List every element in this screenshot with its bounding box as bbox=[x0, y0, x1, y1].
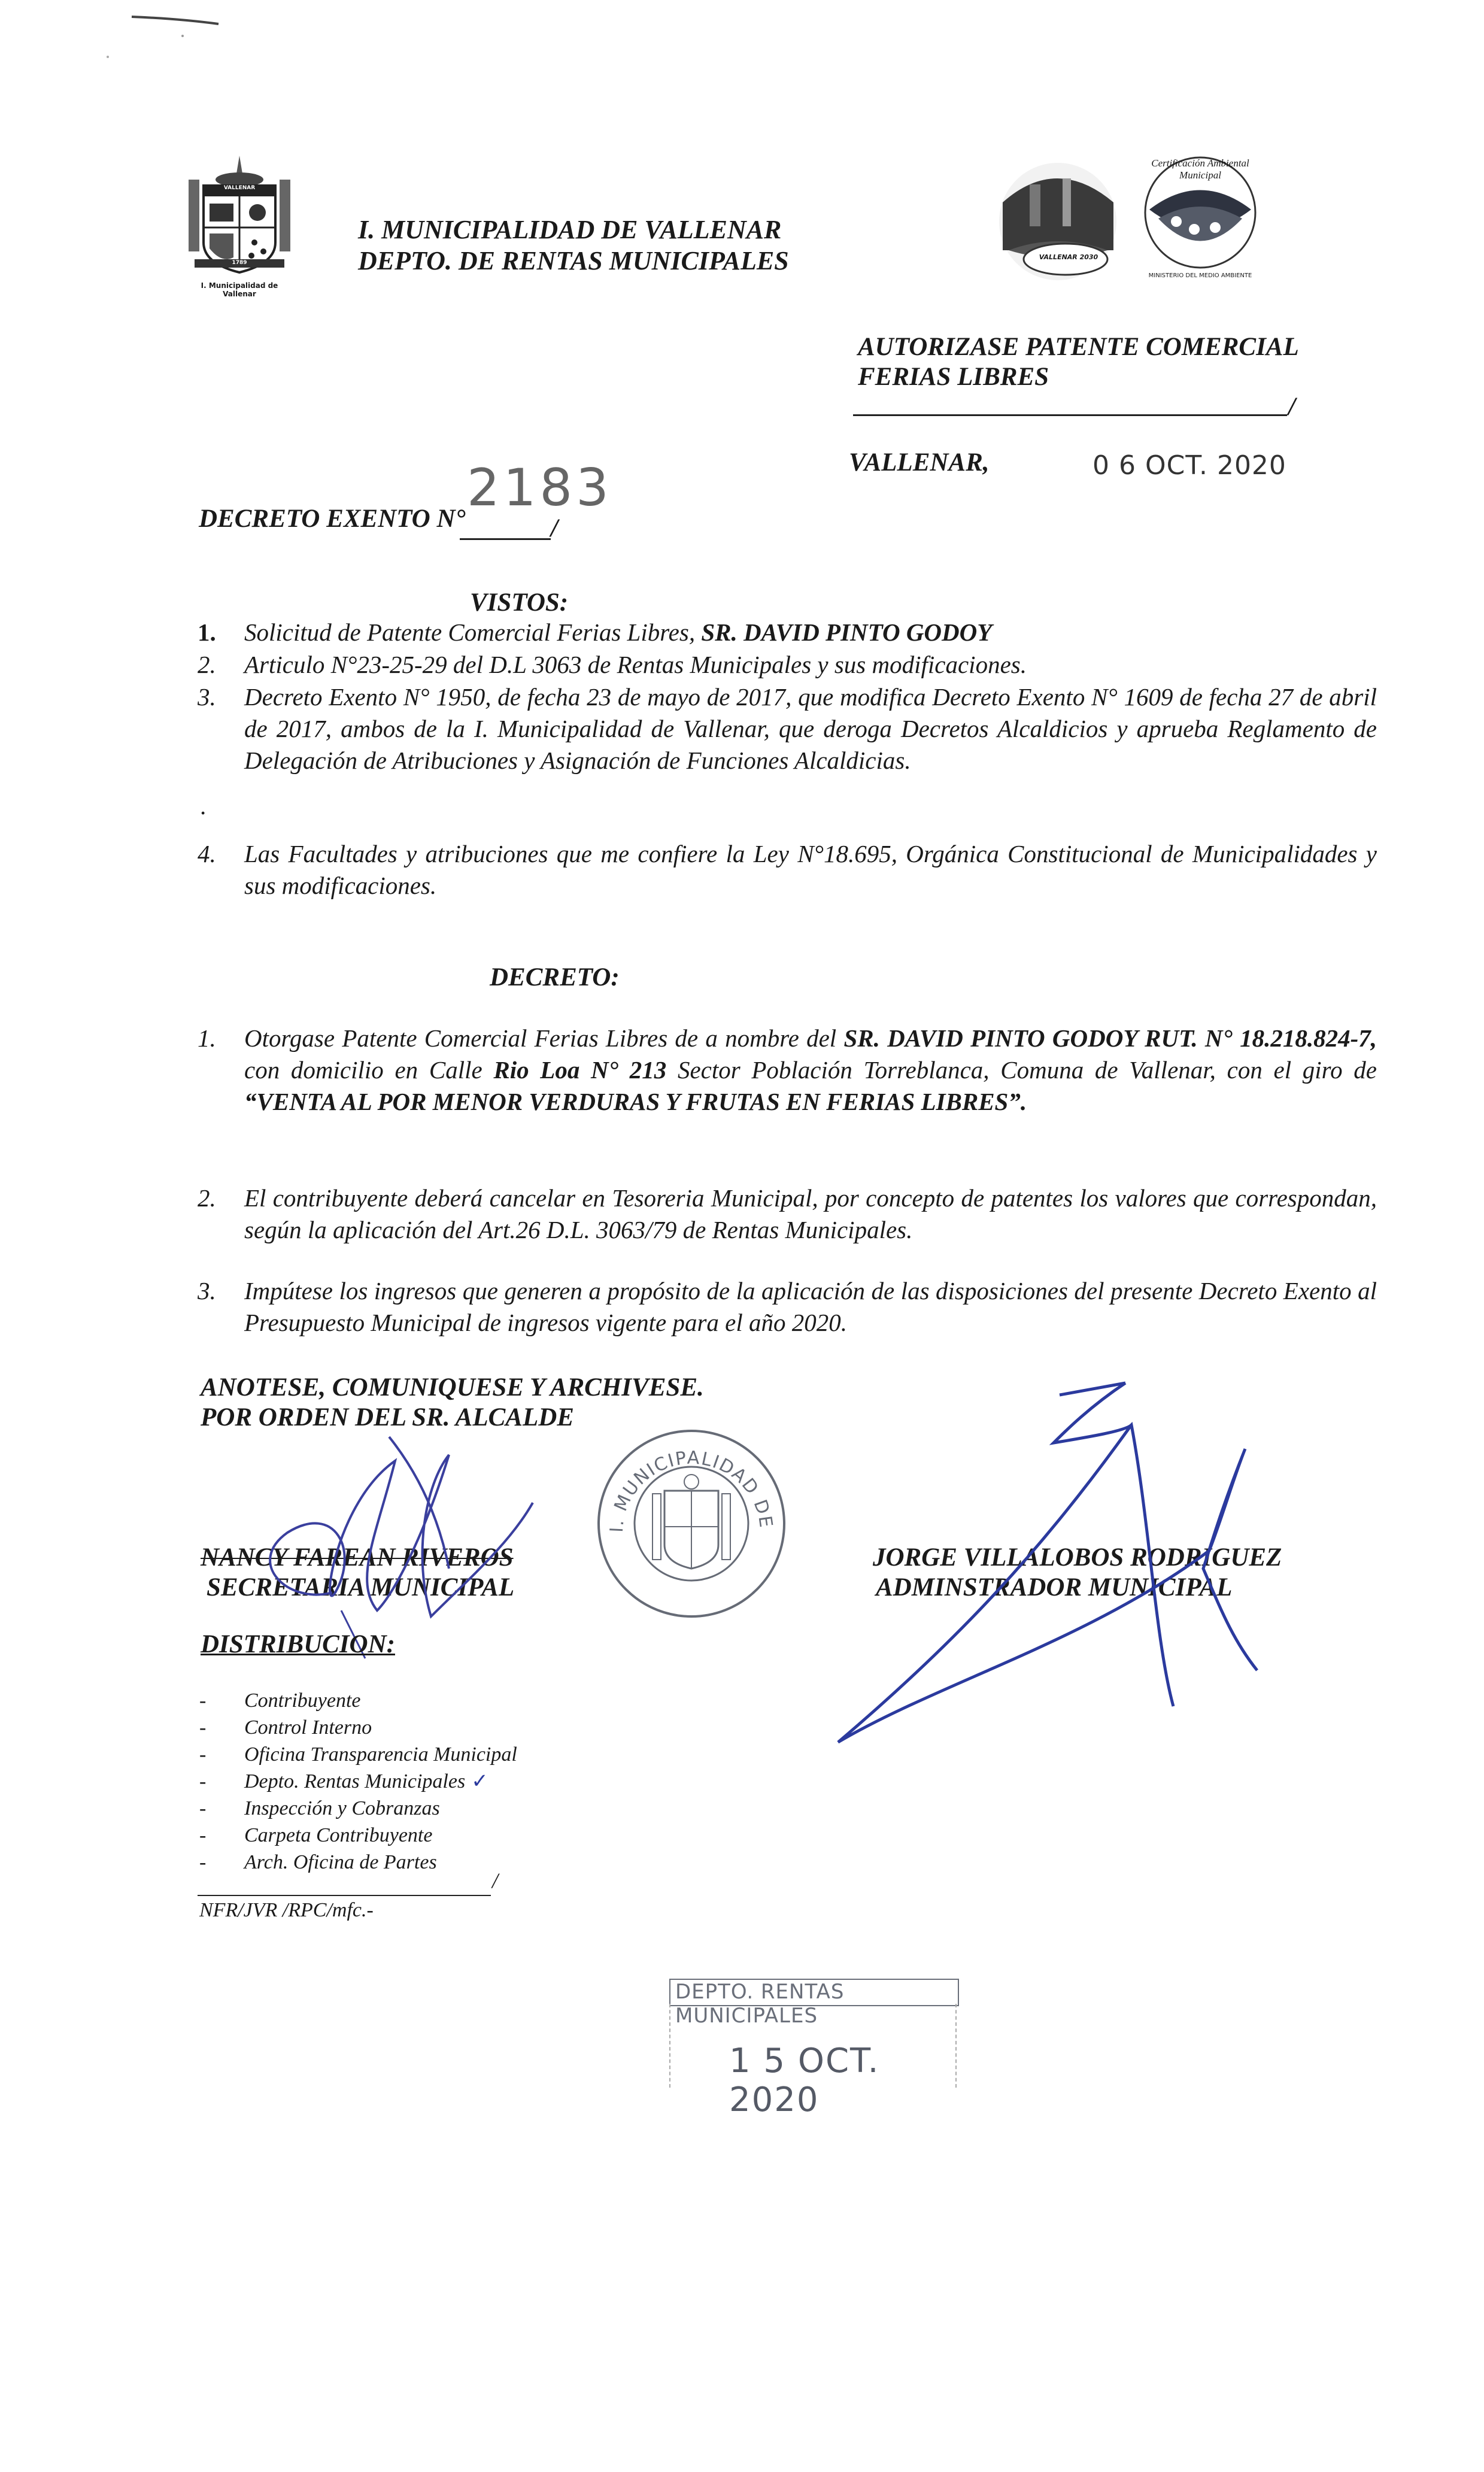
vallenar-2030-text: VALLENAR 2030 bbox=[1039, 253, 1098, 261]
distribution-item: - Oficina Transparencia Municipal bbox=[199, 1743, 517, 1766]
org-line-2: DEPTO. DE RENTAS MUNICIPALES bbox=[358, 246, 789, 275]
distribution-item: - Depto. Rentas Municipales ✓ bbox=[199, 1770, 488, 1792]
decree-slash: / bbox=[551, 514, 558, 542]
decreto-item-3-num: 3. bbox=[198, 1277, 216, 1305]
received-stamp-title: DEPTO. RENTAS MUNICIPALES bbox=[675, 1980, 845, 2028]
closing-line-2: POR ORDEN DEL SR. ALCALDE bbox=[201, 1403, 574, 1431]
crest-band-bottom: 1789 bbox=[232, 260, 247, 266]
certificacion-ambiental-logo bbox=[1134, 153, 1266, 287]
seal-ring-text: I. MUNICIPALIDAD DE bbox=[606, 1447, 777, 1533]
subject bbox=[858, 332, 1299, 392]
crest-caption: I. Municipalidad de Vallenar bbox=[201, 281, 278, 298]
signature-scribble-right bbox=[790, 1371, 1269, 1766]
contribuyente-name-rut: SR. DAVID PINTO GODOY RUT. N° 18.218.824-7, bbox=[843, 1024, 1377, 1052]
stray-dot: . bbox=[201, 792, 207, 820]
seal-icon bbox=[593, 1422, 790, 1625]
checkmark-icon: ✓ bbox=[471, 1770, 488, 1792]
secretaria-title: SECRETARIA MUNICIPAL bbox=[207, 1573, 515, 1602]
vistos-item-2 bbox=[198, 649, 1377, 681]
org-line-1: I. MUNICIPALIDAD DE VALLENAR bbox=[358, 215, 782, 244]
vistos-item-3-text: Decreto Exento N° 1950, de fecha 23 de mayo de 2017, que modifica Decreto Exento N° 1609 de fecha 27 de abril de 2017, ambos de la I. Municipalidad de Vallenar, que deroga Decretos Alcaldicios y aprueba Reglamento de Delegación de Atribuciones y Asignación de Funciones Alcaldicias. bbox=[244, 683, 1377, 774]
reference-initials: NFR/JVR /RPC/mfc.- bbox=[199, 1899, 374, 1921]
vistos-item-3 bbox=[198, 681, 1377, 777]
secretaria-name: NANCY FAREAN RIVEROS bbox=[201, 1543, 514, 1572]
vistos-item-1-num: 1. bbox=[198, 618, 216, 646]
certificacion-ambiental-text: Certificación Ambiental Municipal bbox=[1151, 157, 1249, 181]
vistos-item-1-text: Solicitud de Patente Comercial Ferias Libres, bbox=[244, 618, 702, 646]
vistos-heading: VISTOS: bbox=[470, 589, 569, 617]
ministerio-caption: MINISTERIO DEL MEDIO AMBIENTE bbox=[1148, 272, 1252, 279]
vistos-item-4-text: Las Facultades y atribuciones que me confiere la Ley N°18.695, Orgánica Constitucional de Municipalidades y sus modificaciones. bbox=[244, 840, 1377, 899]
subject-line-2: FERIAS LIBRES bbox=[858, 363, 1049, 391]
received-stamp-date: 1 5 OCT. 2020 bbox=[729, 2042, 880, 2119]
vistos-item-2-num: 2. bbox=[198, 651, 216, 678]
distribution-underline bbox=[198, 1895, 491, 1896]
vistos-item-1 bbox=[198, 617, 1377, 648]
subject-underline bbox=[853, 414, 1287, 416]
administrador-title: ADMINSTRADOR MUNICIPAL bbox=[876, 1573, 1233, 1602]
distribution-heading: DISTRIBUCION: bbox=[201, 1630, 395, 1658]
administrador-name: JORGE VILLALOBOS RODRIGUEZ bbox=[873, 1543, 1282, 1572]
decree-label: DECRETO EXENTO N° bbox=[199, 505, 466, 533]
distribution-list bbox=[199, 1687, 517, 1876]
decreto-item-3-text: Impútese los ingresos que generen a propósito de la aplicación de las disposiciones del presente Decreto Exento al Presupuesto Municipal de ingresos vigente para el año 2020. bbox=[244, 1277, 1377, 1336]
vallenar-2030-logo-icon bbox=[997, 160, 1119, 283]
vistos-item-1-name: SR. DAVID PINTO GODOY bbox=[701, 618, 993, 646]
decreto-item-1 bbox=[198, 1023, 1377, 1118]
scan-mark bbox=[90, 0, 269, 72]
closing-line-1: ANOTESE, COMUNIQUESE Y ARCHIVESE. bbox=[201, 1373, 704, 1402]
contribuyente-address: Rio Loa N° 213 bbox=[493, 1056, 667, 1084]
signature-scribble-left bbox=[198, 1413, 557, 1664]
place-label: VALLENAR, bbox=[849, 448, 990, 477]
vistos-item-4-num: 4. bbox=[198, 840, 216, 868]
distribution-slash: / bbox=[492, 1869, 499, 1892]
decree-number: 2183 bbox=[467, 458, 612, 518]
vistos-item-2-text: Articulo N°23-25-29 del D.L 3063 de Rentas Municipales y sus modificaciones. bbox=[244, 651, 1027, 678]
decreto-item-1-text-c: Sector Población Torreblanca, Comuna de Vallenar, con el giro de bbox=[666, 1056, 1377, 1084]
decreto-item-2-num: 2. bbox=[198, 1184, 216, 1212]
subject-slash: / bbox=[1288, 393, 1295, 421]
decree-number-underline bbox=[460, 538, 551, 540]
decreto-item-2-text: El contribuyente deberá cancelar en Tesoreria Municipal, por concepto de patentes los valores que correspondan, según la aplicación del Art.26 D.L. 3063/79 de Rentas Municipales. bbox=[244, 1184, 1377, 1243]
distribution-item: - Control Interno bbox=[199, 1716, 372, 1739]
distribution-item: - Contribuyente bbox=[199, 1690, 361, 1712]
date-stamp: 0 6 OCT. 2020 bbox=[1092, 450, 1286, 481]
received-stamp bbox=[669, 1979, 960, 2128]
distribution-item: - Arch. Oficina de Partes bbox=[199, 1851, 437, 1873]
crest-band-top: VALLENAR bbox=[223, 185, 256, 191]
municipal-seal bbox=[593, 1422, 790, 1625]
distribution-item: - Carpeta Contribuyente bbox=[199, 1824, 433, 1846]
distribution-item: - Inspección y Cobranzas bbox=[199, 1797, 440, 1819]
subject-line-1: AUTORIZASE PATENTE COMERCIAL bbox=[858, 333, 1299, 361]
vistos-item-3-num: 3. bbox=[198, 683, 216, 711]
decreto-item-1-num: 1. bbox=[198, 1024, 216, 1052]
decreto-item-2 bbox=[198, 1182, 1377, 1246]
vallenar-2030-logo bbox=[997, 160, 1119, 283]
decreto-item-3 bbox=[198, 1275, 1377, 1339]
giro-comercial: “VENTA AL POR MENOR VERDURAS Y FRUTAS EN FERIAS LIBRES”. bbox=[244, 1088, 1027, 1115]
municipal-crest bbox=[183, 153, 296, 296]
decreto-item-1-text-a: Otorgase Patente Comercial Ferias Libres de a nombre del bbox=[244, 1024, 844, 1052]
decreto-item-1-text-b: con domicilio en Calle bbox=[244, 1056, 494, 1084]
decreto-heading: DECRETO: bbox=[490, 963, 620, 991]
vistos-item-4 bbox=[198, 838, 1377, 902]
org-name bbox=[358, 214, 789, 277]
